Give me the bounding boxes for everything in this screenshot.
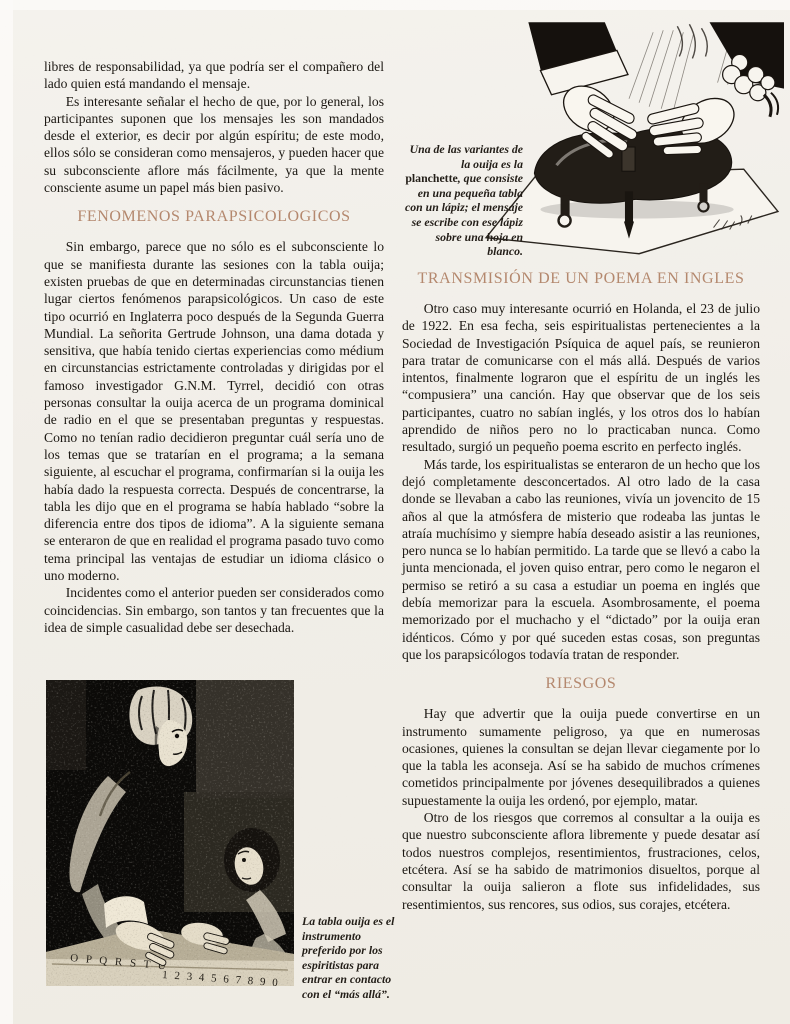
- body-paragraph-continued: libres de responsabilidad, ya que podría ser el compañero del lado quien está mandando el mensaje.: [44, 59, 384, 92]
- body-paragraph-intro: Es interesante señalar el hecho de que, por lo general, los participantes suponen que los mensajes les son mandados desde el exterior, es decir por algún espíritu; de este modo, ellos sólo se consideran como mensajeros, y pueden hacer que su subconsciente aflore más fácilmente, ya que la mente consciente asume un papel más bien pasivo.: [44, 93, 384, 196]
- photo-caption: La tabla ouija es el instrumento preferido por los espiritistas para entrar en contacto con el “más allá”.: [302, 914, 395, 1001]
- body-paragraph-mas-tarde: Más tarde, los espiritualistas se enteraron de un hecho que los dejó completamente desconcertados. Al otro lado de la casa donde se llevaban a cabo las reuniones, vivía un jovencito de 15 años al que la atmósfera de misterio que rodeaba las juntas le atraía muchísimo y siempre había deseado asistir a las reuniones, pero nunca se lo habían permitido. La tarde que se llevó a cabo la junta mencionada, el joven quiso entrar, pero como le negaron el permiso se retiró a su casa a estudiar un poema en inglés que debía memorizar para la escuela. Asombrosamente, el poema memorizado por el muchacho y el “dictado” por la ouija eran idénticos. Cómo y por qué suceden estas cosas, son preguntas que los parapsicólogos todavía tratan de responder.: [402, 456, 760, 662]
- illustration-caption-text-after: , que consiste en una pequeña tabla con un lápiz; el mensaje se escribe con ese lápiz sobre una hoja en blanco.: [405, 171, 523, 259]
- seance-photo: [46, 680, 294, 986]
- body-paragraph-advertir: Hay que advertir que la ouija puede convertirse en un instrumento sumamente peligroso, ya que en numerosas ocasiones, quienes la consultan se dejan llevar ciegamente por lo que la tabla les aconseja. Así se ha sabido de muchos crímenes cometidos principalmente por jóvenes desequilibrados a quienes supuestamente la ouija les ordenó, por ejemplo, matar.: [402, 706, 760, 808]
- left-column: [44, 58, 384, 636]
- body-paragraph-incidentes: Incidentes como el anterior pueden ser considerados como coincidencias. Sin embargo, son tantos y tan frecuentes que la idea de simple casualidad debe ser desechada.: [44, 585, 384, 635]
- illustration-caption: [404, 142, 523, 259]
- scan-margin-left: [0, 0, 13, 1024]
- section-heading-fenomenos: FENOMENOS PARAPSICOLOGICOS: [77, 208, 351, 226]
- scan-margin-top: [0, 0, 790, 10]
- illustration-caption-term: planchette: [405, 171, 458, 186]
- body-paragraph-holanda: Otro caso muy interesante ocurrió en Holanda, el 23 de julio de 1922. En esa fecha, seis espiritualistas pertenecientes a la Sociedad de Investigación Psíquica de aquel país, se reunieron para tratar de comunicarse con el más allá. Después de varios intentos, finalmente lograron que el espíritu de un inglés les “compusiera” una canción. Hay que observar que de los seis participantes, cuatro no sabían inglés, y los otros dos lo habían aprendido de niños pero no lo practicaban nunca. Como resultado, surgió un pequeño poema escrito en perfecto inglés.: [402, 301, 760, 455]
- illustration-caption-text-before: Una de las variantes de la ouija es la: [409, 142, 523, 171]
- right-column: [402, 258, 760, 913]
- section-heading-riesgos: RIESGOS: [545, 675, 617, 693]
- body-paragraph-otro-riesgo: Otro de los riesgos que corremos al consultar a la ouija es que nuestro subconsciente aflora libremente y puede desatar así todos nuestros complejos, resentimientos, frustraciones, celos, etcétera. Así se ha sabido de matrimonios disueltos, porque al consultar la ouija salieron a flote sus infidelidades, sus resentimientos, sus rencores, sus odios, sus corajes, etcétera.: [402, 810, 760, 912]
- section-heading-transmision: TRANSMISIÓN DE UN POEMA EN INGLES: [417, 270, 745, 287]
- body-paragraph-caso-inglaterra: Sin embargo, parece que no sólo es el subconsciente lo que se manifiesta durante las sesiones con la tabla ouija; existen pruebas de que en determinadas circunstancias tienen lugar ciertos fenómenos parapsicológicos. Un caso de este tipo ocurrió en Inglaterra poco después de la Segunda Guerra Mundial. La señorita Gertrude Johnson, una dama dotada y sensitiva, que había tenido ciertas experiencias como médium en circunstancias estrictamente controladas y dirigidas por el famoso investigador G.N.M. Tyrrel, decidió con otras personas consultar la ouija acerca de un programa dominical de radio en el que se presentaban preguntas y respuestas. Como no tenían radio decidieron preguntar cuál sería uno de los temas que se tratarían en el programa; a la semana siguiente, al escuchar el programa, confirmarían si la ouija les había dado la respuesta correcta. Después de concentrarse, la tabla les dijo que en el programa se había hablado “sobre la diferencia entre dos tipos de idioma”. A la siguiente semana se enteraron de que en realidad el programa pasado tuvo como tema principal las ventajas de estudiar un idioma clásico o uno moderno.: [44, 239, 384, 584]
